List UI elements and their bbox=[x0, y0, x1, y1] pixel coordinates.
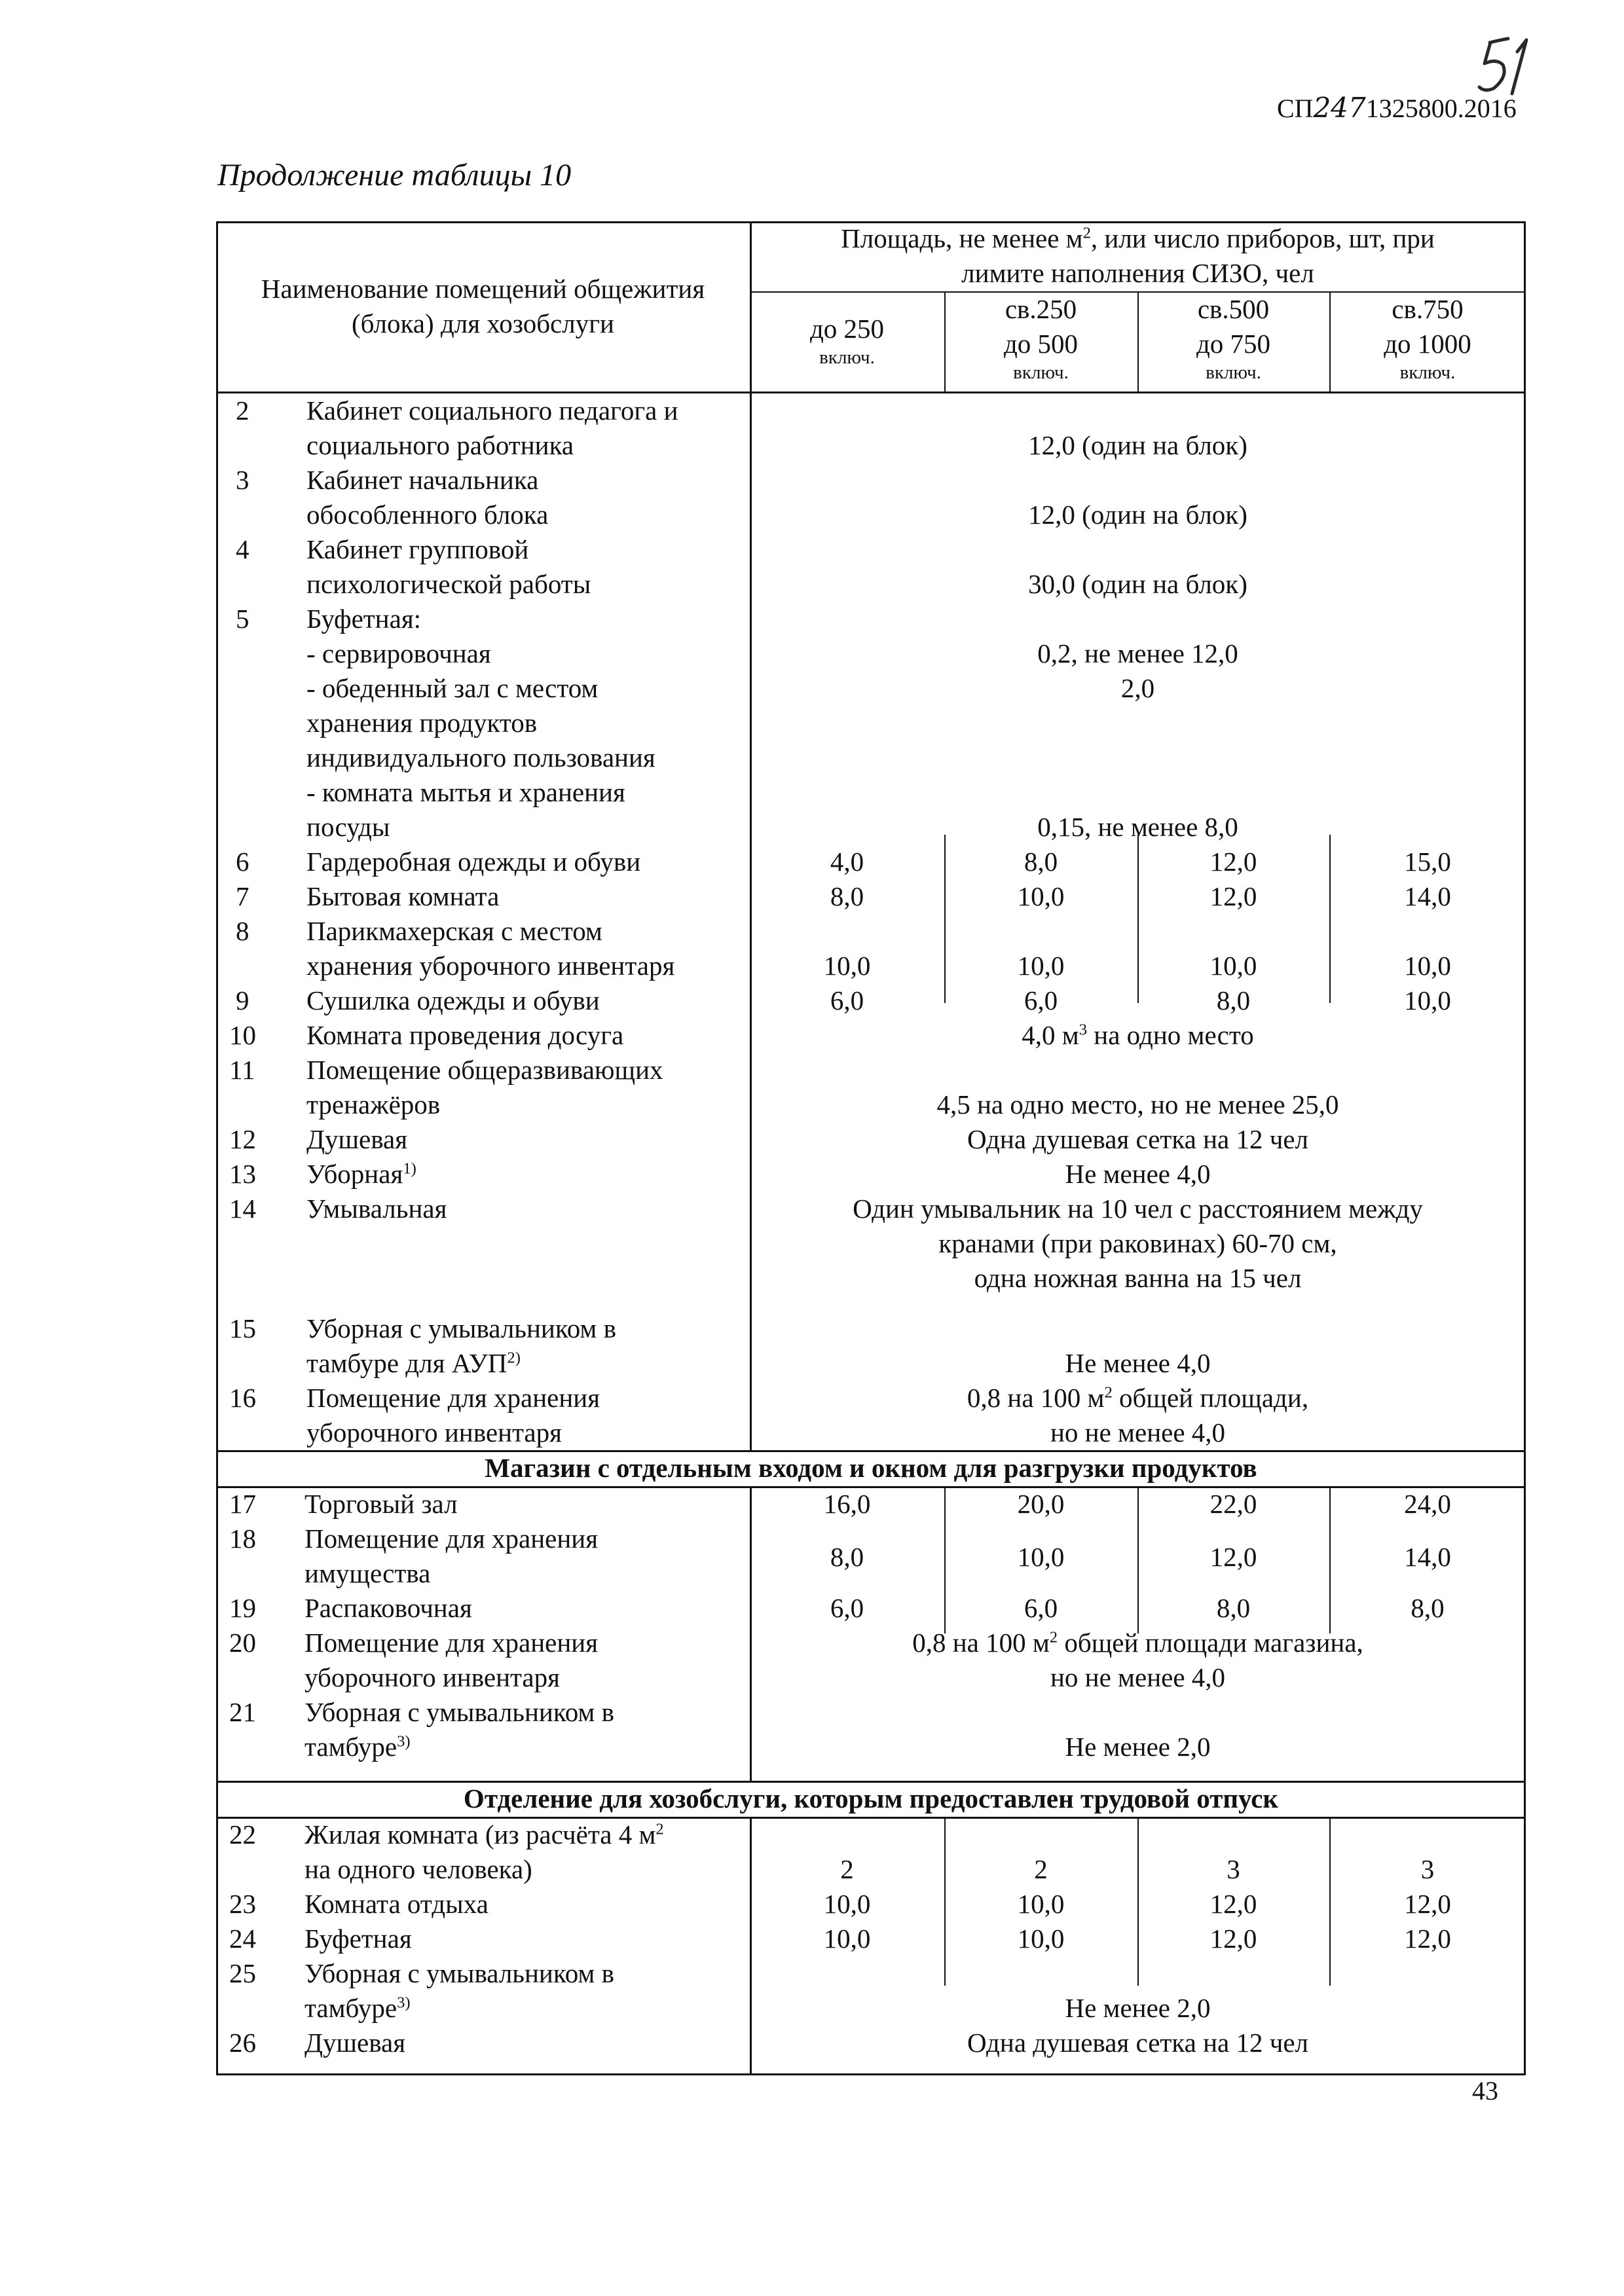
row-number: 20 bbox=[229, 1628, 256, 1658]
row-name: Помещение общеразвивающих тренажёров bbox=[306, 1055, 663, 1120]
cell-value: 10,0 bbox=[1017, 1542, 1065, 1572]
cell-value: 8,0 bbox=[830, 881, 864, 911]
row-span-value: Одна душевая сетка на 12 чел bbox=[967, 1124, 1309, 1154]
row-name: Сушилка одежды и обуви bbox=[306, 985, 600, 1015]
row-span-value: 4,0 $м^3$ на одно место bbox=[1022, 1020, 1254, 1050]
row-span-value: Не менее 2,0 bbox=[1065, 1732, 1211, 1762]
cell-value: 10,0 bbox=[1017, 881, 1065, 911]
cell-value: 12,0 bbox=[1209, 1923, 1257, 1954]
cell-value: 24,0 bbox=[1404, 1489, 1451, 1519]
cell-value: 22,0 bbox=[1209, 1489, 1257, 1519]
row-number: 18 bbox=[229, 1523, 256, 1554]
row-span-value: 4,5 на одно место, но не менее 25,0 bbox=[936, 1089, 1339, 1120]
row-span-value: 30,0 (один на блок) bbox=[1028, 569, 1247, 599]
row-name: Помещение для хранения имущества bbox=[304, 1523, 599, 1588]
row-name: Комната проведения досуга bbox=[306, 1020, 624, 1050]
cell-value: 6,0 bbox=[1024, 1593, 1058, 1623]
cell-value: 8,0 bbox=[1216, 1593, 1251, 1623]
row-name: Кабинет начальника обособленного блока bbox=[306, 465, 549, 530]
header-col-4: св.750 до 1000 включ. bbox=[1384, 294, 1471, 383]
cell-value: 10,0 bbox=[823, 1889, 871, 1919]
row-span-value: 0,8 на 100 $м^2$ общей площади магазина, но не менее 4,0 bbox=[912, 1628, 1363, 1692]
row-name: Кабинет социального педагога и социального работника bbox=[306, 395, 678, 460]
row-number: 23 bbox=[229, 1889, 256, 1919]
section-title-shop: Магазин с отдельным входом и окном для разгрузки продуктов bbox=[485, 1453, 1257, 1483]
cell-value: 2 bbox=[1034, 1854, 1048, 1884]
row-name: Буфетная bbox=[304, 1923, 412, 1954]
row-number: 16 bbox=[229, 1383, 256, 1413]
cell-value: 12,0 bbox=[1209, 881, 1257, 911]
row-number: 17 bbox=[229, 1489, 256, 1519]
row-number: 4 bbox=[236, 534, 249, 564]
cell-value: 10,0 bbox=[1017, 951, 1065, 981]
row-number: 25 bbox=[229, 1958, 256, 1988]
row-name: Парикмахерская с местом хранения уборочного инвентаря bbox=[306, 916, 675, 981]
row-number: 7 bbox=[236, 881, 249, 911]
requirements-table bbox=[216, 221, 1526, 2075]
row-name: Комната отдыха bbox=[304, 1889, 489, 1919]
row-number: 5 bbox=[236, 604, 249, 634]
cell-value: 16,0 bbox=[823, 1489, 871, 1519]
cell-value: 8,0 bbox=[1024, 847, 1058, 877]
cell-value: 10,0 bbox=[1209, 951, 1257, 981]
cell-value: 8,0 bbox=[1216, 985, 1251, 1015]
cell-value: 10,0 bbox=[1017, 1923, 1065, 1954]
row-number: 3 bbox=[236, 465, 249, 495]
row-span-value: Не менее 2,0 bbox=[1065, 1993, 1211, 2023]
cell-value: 6,0 bbox=[830, 1593, 864, 1623]
row-number: 9 bbox=[236, 985, 249, 1015]
table-continuation-title: Продолжение таблицы 10 bbox=[217, 158, 572, 192]
row-number: 2 bbox=[236, 395, 249, 426]
header-room-name: Наименование помещений общежития (блока) для хозобслуги bbox=[261, 274, 705, 338]
handwritten-page-number bbox=[1470, 36, 1542, 98]
row-number: 22 bbox=[229, 1819, 256, 1850]
row-number: 12 bbox=[229, 1124, 256, 1154]
row-number: 10 bbox=[229, 1020, 256, 1050]
row-number: 19 bbox=[229, 1593, 256, 1623]
row-number: 15 bbox=[229, 1313, 256, 1343]
cell-value: 6,0 bbox=[830, 985, 864, 1015]
row-span-value: Одна душевая сетка на 12 чел bbox=[967, 2028, 1309, 2058]
row-number: 14 bbox=[229, 1194, 256, 1224]
header-col-3: св.500 до 750 включ. bbox=[1196, 294, 1271, 383]
row-span-value: 12,0 (один на блок) bbox=[1028, 430, 1247, 460]
row-number: 11 bbox=[229, 1055, 255, 1085]
cell-value: 12,0 bbox=[1404, 1923, 1451, 1954]
cell-value: 14,0 bbox=[1404, 881, 1451, 911]
row-name: Душевая bbox=[304, 2028, 406, 2058]
row-span-value: 2,0 bbox=[1120, 673, 1155, 703]
row-name: Торговый зал bbox=[304, 1489, 458, 1519]
cell-value: 12,0 bbox=[1209, 1542, 1257, 1572]
cell-value: 10,0 bbox=[1017, 1889, 1065, 1919]
section-title-leave: Отделение для хозобслуги, которым предоставлен трудовой отпуск bbox=[463, 1783, 1279, 1813]
row-name: Умывальная bbox=[306, 1194, 447, 1224]
cell-value: 4,0 bbox=[830, 847, 864, 877]
document-code: СП2471325800.2016 bbox=[1277, 92, 1517, 124]
cell-value: 10,0 bbox=[1404, 951, 1451, 981]
row-name: Распаковочная bbox=[304, 1593, 472, 1623]
row-name: Бытовая комната bbox=[306, 881, 500, 911]
row-span-value: 0,8 на 100 $м^2$ общей площади, но не менее 4,0 bbox=[967, 1383, 1309, 1448]
cell-value: 3 bbox=[1420, 1854, 1435, 1884]
row-name: Помещение для хранения уборочного инвентаря bbox=[306, 1383, 600, 1448]
cell-value: 8,0 bbox=[1411, 1593, 1445, 1623]
cell-value: 12,0 bbox=[1209, 1889, 1257, 1919]
row-number: 21 bbox=[229, 1697, 256, 1727]
row-number: 24 bbox=[229, 1923, 256, 1954]
cell-value: 8,0 bbox=[830, 1542, 864, 1572]
row-name: Гардеробная одежды и обуви bbox=[306, 847, 641, 877]
cell-value: 12,0 bbox=[1404, 1889, 1451, 1919]
row-number: 8 bbox=[236, 916, 249, 946]
row-number: 6 bbox=[236, 847, 249, 877]
cell-value: 15,0 bbox=[1404, 847, 1451, 877]
row-name: Буфетная: - сервировочная - обеденный зал с местом хранения продуктов индивидуального пользования - комната мытья и хранения посуды bbox=[306, 604, 655, 842]
row-name: Кабинет групповой психологической работы bbox=[306, 534, 591, 599]
header-col-2: св.250 до 500 включ. bbox=[1003, 294, 1079, 383]
cell-value: 6,0 bbox=[1024, 985, 1058, 1015]
row-span-value: 0,15, не менее 8,0 bbox=[1037, 812, 1238, 842]
row-number: 26 bbox=[229, 2028, 256, 2058]
row-name: Уборная с умывальником в тамбуре$^{3)}$ bbox=[304, 1697, 614, 1762]
row-name: Уборная с умывальником в тамбуре$^{3)}$ bbox=[304, 1958, 614, 2023]
cell-value: 20,0 bbox=[1017, 1489, 1065, 1519]
cell-value: 12,0 bbox=[1209, 847, 1257, 877]
row-span-value: 12,0 (один на блок) bbox=[1028, 500, 1247, 530]
row-span-value: Не менее 4,0 bbox=[1065, 1159, 1211, 1189]
row-name: Душевая bbox=[306, 1124, 408, 1154]
handwritten-insertion: 247 bbox=[1313, 92, 1366, 124]
cell-value: 3 bbox=[1227, 1854, 1240, 1884]
header-col-1: до 250 включ. bbox=[809, 314, 885, 368]
cell-value: 10,0 bbox=[823, 951, 871, 981]
row-span-value: Один умывальник на 10 чел с расстоянием между кранами (при раковинах) 60-70 см, одна ножная ванна на 15 чел bbox=[853, 1194, 1423, 1293]
row-name: Уборная$^{1)}$ bbox=[306, 1159, 416, 1189]
row-span-value: Не менее 4,0 bbox=[1065, 1348, 1211, 1378]
cell-value: 10,0 bbox=[1404, 985, 1451, 1015]
row-span-value: 0,2, не менее 12,0 bbox=[1037, 638, 1238, 668]
cell-value: 10,0 bbox=[823, 1923, 871, 1954]
row-number: 13 bbox=[229, 1159, 256, 1189]
cell-value: 14,0 bbox=[1404, 1542, 1451, 1572]
row-name: Жилая комната (из расчёта 4 $м^2$ на одного человека) bbox=[304, 1819, 664, 1884]
page-number: 43 bbox=[1472, 2076, 1498, 2105]
row-name: Уборная с умывальником в тамбуре для АУП$^{2)}$ bbox=[306, 1313, 616, 1378]
cell-value: 2 bbox=[840, 1854, 854, 1884]
row-name: Помещение для хранения уборочного инвентаря bbox=[304, 1628, 599, 1692]
header-area-group: Площадь, не менее $м^2$, или число приборов, шт, при лимите наполнения СИЗО, чел bbox=[841, 223, 1435, 288]
